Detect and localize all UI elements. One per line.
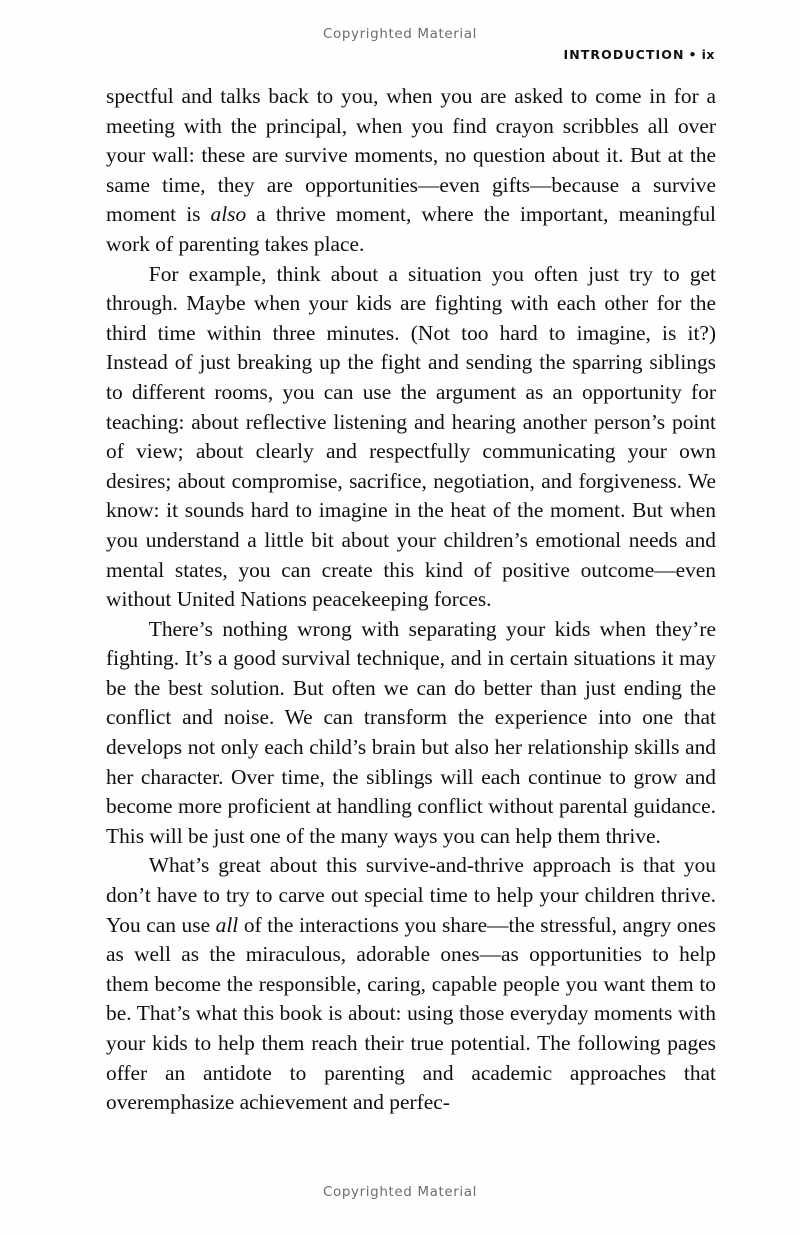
paragraph: There’s nothing wrong with separating your kids when they’re fighting. It’s a good survival technique, and in certain situations it may be the best solution. But often we can do better than just ending the conflict and noise. We can transform the experience into one that develops not only each child’s brain but also her relationship skills and her character. Over time, the siblings will each continue to grow and become more proficient at handling conflict without parental guidance. This will be just one of the many ways you can help them thrive. xyxy=(106,616,716,848)
copyright-watermark-top: Copyrighted Material xyxy=(323,26,477,42)
paragraph: spectful and talks back to you, when you are asked to come in for a meeting with the principal, when you find crayon scribbles all over your wall: these are survive moments, no question about it. But at the same time, they are opportunities—even gifts—because a survive moment is also a thrive moment, where the important, meaningful work of parenting takes place. xyxy=(106,84,716,256)
running-head-separator: • xyxy=(688,47,698,62)
emphasis-text: also xyxy=(210,202,247,227)
page-number: ix xyxy=(701,47,715,62)
page-body-text xyxy=(106,82,716,1118)
paragraph: For example, think about a situation you often just try to get through. Maybe when your kids are fighting with each other for the third time within three minutes. (Not too hard to imagine, is it?) Instead of just breaking up the fight and sending the sparring siblings to different rooms, you can use the argument as an opportunity for teaching: about reflective listening and hearing another person’s point of view; about clearly and respectfully communicating your own desires; about compromise, sacrifice, negotiation, and forgiveness. We know: it sounds hard to imagine in the heat of the moment. But when you understand a little bit about your children’s emotional needs and mental states, you can create this kind of positive outcome—even without United Nations peacekeeping forces. xyxy=(106,261,716,612)
emphasis-text: all xyxy=(215,912,239,937)
copyright-watermark-bottom: Copyrighted Material xyxy=(323,1184,477,1200)
running-head-title: INTRODUCTION xyxy=(563,47,685,62)
running-head xyxy=(563,47,715,62)
paragraph: What’s great about this survive-and-thrive approach is that you don’t have to try to carve out special time to help your children thrive. You can use all of the interactions you share—the stressful, angry ones as well as the miraculous, adorable ones—as opportunities to help them become the responsible, caring, capable people you want them to be. That’s what this book is about: using those everyday moments with your kids to help them reach their true potential. The following pages offer an antidote to parenting and academic approaches that overemphasize achievement and perfec- xyxy=(106,853,717,1115)
